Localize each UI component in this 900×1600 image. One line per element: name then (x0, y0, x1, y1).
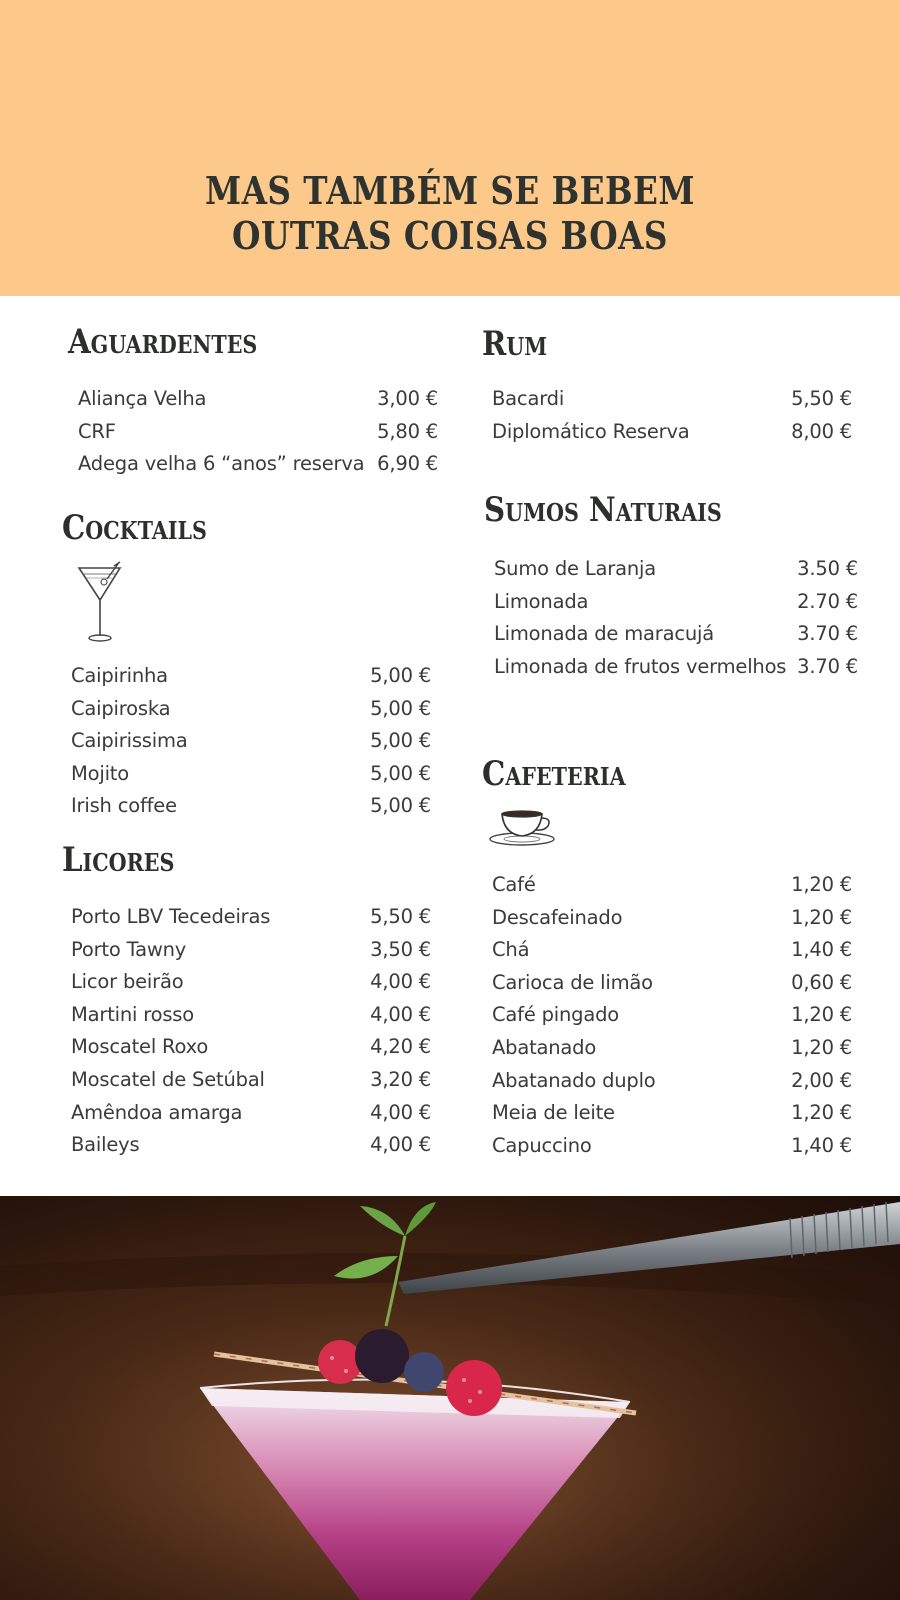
menu-item (492, 1097, 852, 1130)
menu-item-name: Diplomático Reserva (492, 419, 690, 443)
menu-item-name: Sumo de Laranja (494, 557, 656, 580)
list-sumos-naturais (494, 553, 858, 683)
menu-item-price: 4,00 € (370, 1002, 431, 1026)
coffee-cup-icon (488, 808, 558, 848)
menu-item (71, 999, 431, 1032)
menu-item-price: 4,00 € (370, 1133, 431, 1157)
menu-item (492, 416, 852, 449)
menu-item-name: Amêndoa amarga (71, 1100, 243, 1124)
menu-item-price: 5,00 € (370, 794, 431, 818)
menu-item-price: 5,50 € (370, 905, 431, 928)
menu-item-name: Caipirinha (71, 664, 168, 687)
menu-item-name: Café pingado (492, 1003, 620, 1027)
menu-item-name: Mojito (71, 761, 129, 785)
martini-glass-icon (74, 560, 126, 644)
menu-item (71, 1097, 431, 1130)
section-title-cafeteria: Cafeteria (482, 754, 626, 794)
list-cocktails (71, 660, 431, 823)
header-banner (0, 0, 900, 296)
menu-item (71, 966, 431, 999)
menu-item-price: 1,40 € (791, 938, 852, 962)
menu-item-price: 3,20 € (370, 1067, 431, 1091)
menu-item-name: Caipiroska (71, 696, 171, 720)
menu-item-price: 8,00 € (791, 419, 852, 443)
list-aguardentes (78, 383, 438, 481)
menu-item-price: 1,40 € (791, 1133, 852, 1157)
menu-item (71, 1031, 431, 1064)
menu-item (492, 1130, 852, 1163)
menu-item (71, 693, 431, 726)
page-title-line-2: OUTRAS COISAS BOAS (232, 213, 668, 258)
menu-item-price: 5,80 € (377, 419, 438, 443)
menu-item (71, 758, 431, 791)
menu-item-price: 5,00 € (370, 696, 431, 720)
section-cafeteria (482, 754, 649, 794)
menu-item (78, 448, 438, 481)
menu-item-price: 5,00 € (370, 664, 431, 687)
menu-item (492, 967, 852, 1000)
menu-item-name: Limonada (494, 589, 589, 613)
menu-item-price: 5,00 € (370, 729, 431, 753)
menu-item-price: 3,00 € (377, 387, 438, 410)
section-licores (62, 840, 193, 880)
menu-item-price: 3.70 € (797, 654, 858, 678)
menu-item-name: Aliança Velha (78, 387, 207, 410)
menu-item-name: Martini rosso (71, 1002, 194, 1026)
section-cocktails (62, 508, 231, 548)
section-aguardentes (68, 322, 288, 362)
menu-item (71, 934, 431, 967)
section-title-aguardentes: Aguardentes (68, 322, 258, 362)
menu-item-name: Bacardi (492, 387, 565, 410)
menu-item-price: 5,00 € (370, 761, 431, 785)
menu-item (71, 790, 431, 823)
page-title-line-1: MAS TAMBÉM SE BEBEM (205, 168, 695, 213)
menu-item (71, 1064, 431, 1097)
menu-item-name: Moscatel Roxo (71, 1035, 209, 1059)
page-title (63, 168, 837, 258)
menu-item (492, 999, 852, 1032)
menu-item-name: Chá (492, 938, 530, 962)
section-title-licores: Licores (62, 840, 175, 880)
menu-item-name: Descafeinado (492, 905, 623, 929)
menu-item-price: 4,00 € (370, 1100, 431, 1124)
menu-item (492, 383, 852, 416)
section-sumos-naturais (484, 490, 760, 530)
menu-item-price: 2,00 € (791, 1068, 852, 1092)
menu-item (71, 660, 431, 693)
list-licores (71, 901, 431, 1162)
menu-item (492, 902, 852, 935)
menu-item (71, 725, 431, 758)
menu-item (71, 1129, 431, 1162)
section-title-sumos-naturais: Sumos Naturais (484, 490, 722, 530)
menu-item-price: 1,20 € (791, 1003, 852, 1027)
menu-item-name: Caipirissima (71, 729, 188, 753)
menu-item-name: Limonada de frutos vermelhos (494, 654, 787, 678)
menu-item (492, 934, 852, 967)
menu-item-name: Capuccino (492, 1133, 592, 1157)
list-rum (492, 383, 852, 448)
menu-item (492, 869, 852, 902)
menu-item-price: 3,50 € (370, 937, 431, 961)
menu-item (494, 553, 858, 586)
menu-item-name: Baileys (71, 1133, 140, 1157)
menu-item-price: 2.70 € (797, 589, 858, 613)
menu-item-price: 1,20 € (791, 1035, 852, 1059)
menu-item-name: CRF (78, 419, 116, 443)
menu-item (494, 651, 858, 684)
section-rum (482, 324, 558, 364)
menu-item-price: 6,90 € (377, 452, 438, 476)
menu-item (492, 1065, 852, 1098)
menu-item (78, 416, 438, 449)
menu-item (71, 901, 431, 934)
menu-item-price: 4,20 € (370, 1035, 431, 1059)
menu-item-name: Meia de leite (492, 1101, 615, 1125)
menu-item-name: Porto LBV Tecedeiras (71, 905, 271, 928)
menu-item-name: Carioca de limão (492, 970, 653, 994)
menu-item-name: Abatanado (492, 1035, 597, 1059)
menu-item-name: Café (492, 873, 536, 896)
section-title-rum: Rum (482, 324, 548, 364)
menu-item-price: 4,00 € (370, 970, 431, 994)
menu-item-name: Abatanado duplo (492, 1068, 656, 1092)
menu-item-price: 1,20 € (791, 873, 852, 896)
menu-item (494, 586, 858, 619)
list-cafeteria (492, 869, 852, 1162)
menu-item-price: 1,20 € (791, 905, 852, 929)
menu-item-name: Irish coffee (71, 794, 177, 818)
menu-item-name: Porto Tawny (71, 937, 187, 961)
menu-item-price: 3.70 € (797, 622, 858, 646)
menu-item (78, 383, 438, 416)
menu-item-name: Licor beirão (71, 970, 184, 994)
menu-item-price: 5,50 € (791, 387, 852, 410)
menu-item-price: 3.50 € (797, 557, 858, 580)
menu-item-name: Moscatel de Setúbal (71, 1067, 265, 1091)
menu-item-name: Adega velha 6 “anos” reserva (78, 452, 365, 476)
menu-item-price: 0,60 € (791, 970, 852, 994)
section-title-cocktails: Cocktails (62, 508, 207, 548)
menu-item (494, 618, 858, 651)
menu-item (492, 1032, 852, 1065)
cocktail-photo (0, 1196, 900, 1600)
menu-item-price: 1,20 € (791, 1101, 852, 1125)
menu-item-name: Limonada de maracujá (494, 622, 714, 646)
